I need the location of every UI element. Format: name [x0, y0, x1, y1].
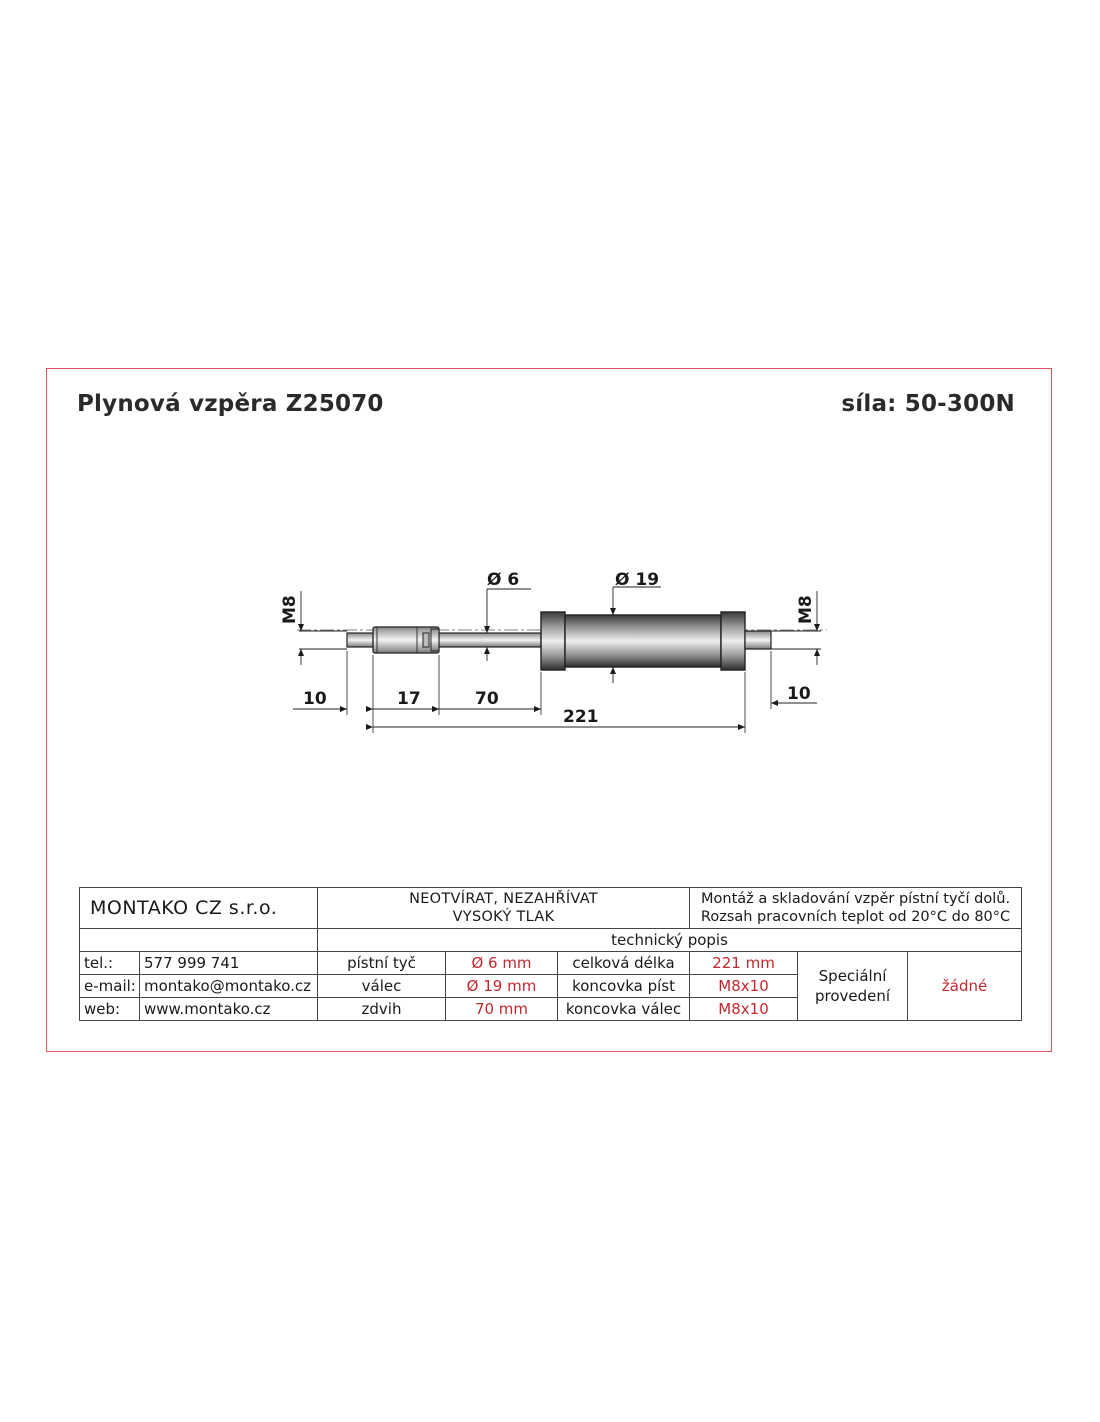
- spec-name-2: koncovka píst: [558, 975, 690, 998]
- product-title: Plynová vzpěra Z25070: [77, 391, 384, 417]
- dim-221: 221: [563, 707, 599, 727]
- note-line-2: Rozsah pracovních teplot od 20°C do 80°C: [700, 909, 1011, 925]
- spec-name: válec: [318, 975, 446, 998]
- spec-value: Ø 19 mm: [446, 975, 558, 998]
- spec-value-2: 221 mm: [690, 952, 798, 975]
- spec-name-2: koncovka válec: [558, 998, 690, 1021]
- m8-right-label: M8: [796, 595, 816, 624]
- warning-line-2: VYSOKÝ TLAK: [452, 909, 555, 925]
- left-thread-stub: [347, 633, 375, 647]
- note-line-1: Montáž a skladování vzpěr pístní tyčí dolů.: [701, 891, 1011, 907]
- dim-70: 70: [475, 689, 499, 709]
- spec-name: pístní tyč: [318, 952, 446, 975]
- table-row: [80, 952, 1022, 975]
- contact-label: web:: [80, 998, 140, 1021]
- contact-label: e-mail:: [80, 975, 140, 998]
- empty-cell: [80, 929, 318, 952]
- section-title: technický popis: [318, 929, 1022, 952]
- spec-value: Ø 6 mm: [446, 952, 558, 975]
- cylinder-body: [565, 615, 721, 667]
- spec-value-2: M8x10: [690, 998, 798, 1021]
- info-table: [79, 887, 1022, 1021]
- drawing-sheet: [46, 368, 1052, 1052]
- dim-10-left: 10: [303, 689, 327, 709]
- rod-diameter-label: Ø 6: [487, 570, 520, 590]
- force-label: síla: 50-300N: [841, 391, 1015, 417]
- spec-name-2: celková délka: [558, 952, 690, 975]
- dim-10-right: 10: [787, 684, 811, 704]
- gas-strut-drawing: [47, 369, 1053, 869]
- piston-rod: [439, 633, 541, 647]
- cylinder-right-cap: [721, 612, 745, 670]
- contact-label: tel.:: [80, 952, 140, 975]
- contact-value: montako@montako.cz: [140, 975, 318, 998]
- cylinder-diameter-label: Ø 19: [615, 570, 660, 590]
- right-thread-stub: [745, 631, 771, 649]
- special-value: žádné: [908, 952, 1022, 1021]
- spec-name: zdvih: [318, 998, 446, 1021]
- spec-value: 70 mm: [446, 998, 558, 1021]
- dim-17: 17: [397, 689, 421, 709]
- cylinder-left-cap: [541, 612, 565, 670]
- warning-cell: [318, 888, 690, 929]
- special-label: Speciální provedení: [798, 952, 908, 1021]
- m8-left-label: M8: [280, 595, 300, 624]
- contact-value: 577 999 741: [140, 952, 318, 975]
- company-name: MONTAKO CZ s.r.o.: [80, 888, 318, 929]
- spec-value-2: M8x10: [690, 975, 798, 998]
- warning-line-1: NEOTVÍRAT, NEZAHŘÍVAT: [409, 891, 598, 907]
- contact-value: www.montako.cz: [140, 998, 318, 1021]
- note-cell: [690, 888, 1022, 929]
